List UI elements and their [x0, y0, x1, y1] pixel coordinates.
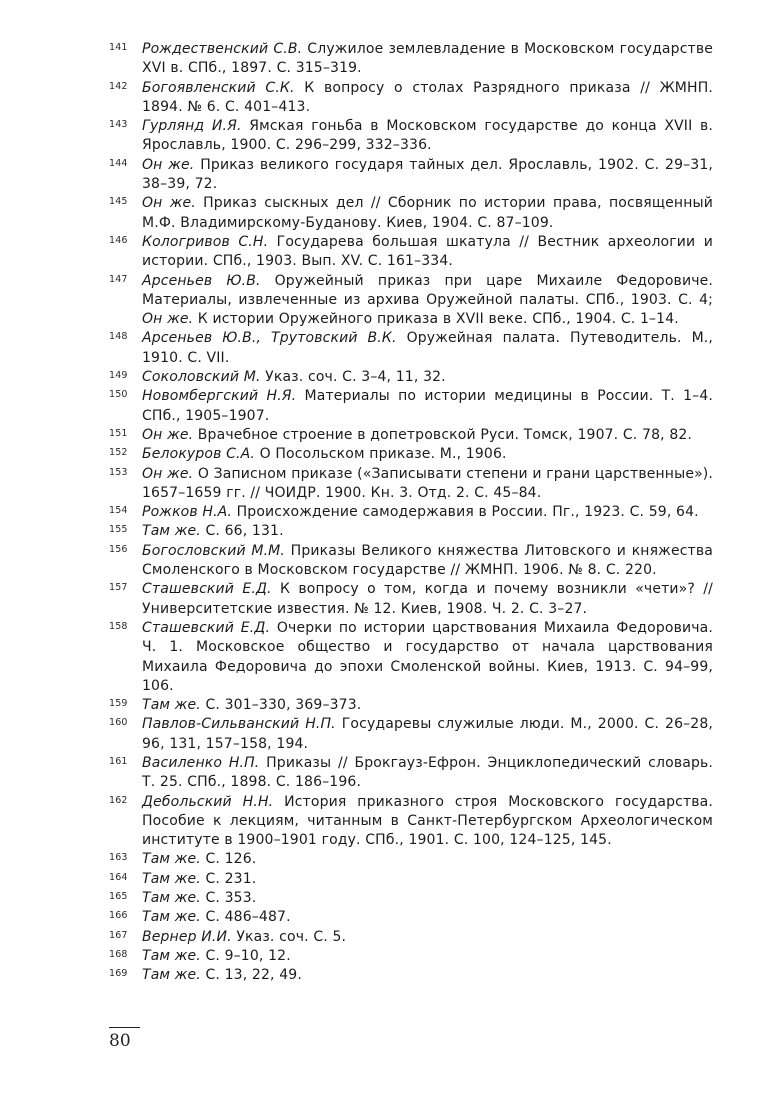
- endnote-text: С. 13, 22, 49.: [200, 967, 302, 984]
- endnote-author: Василенко Н.П.: [142, 754, 260, 771]
- endnote-author: Сташевский Е.Д.: [142, 581, 272, 598]
- endnote-number: 153: [109, 466, 128, 478]
- endnote-author: Арсеньев Ю.В., Трутовский В.К.: [142, 330, 397, 347]
- endnote-item: [109, 715, 713, 754]
- endnote-text: С. 486–487.: [200, 909, 291, 926]
- endnote-item: [109, 580, 713, 619]
- endnote-item: [109, 542, 713, 581]
- endnote-number: 143: [109, 119, 128, 131]
- endnote-number: 159: [109, 698, 128, 710]
- endnote-number: 156: [109, 543, 128, 555]
- endnote-text: Оружейная палата. Путеводитель. М., 1910. С. VII.: [142, 330, 713, 366]
- endnote-number: 146: [109, 234, 128, 246]
- endnote-item: [109, 387, 713, 426]
- endnote-number: 167: [109, 929, 128, 941]
- endnote-text: Приказы Великого княжества Литовского и княжества Смоленского в Московском государстве // ЖМНП. 1906. № 8. С. 220.: [142, 542, 713, 579]
- endnote-text: О Записном приказе («Записывати степени и грани царственные»). 1657–1659 гг. // ЧОИДР. 1900. Кн. 3. Отд. 2. С. 45–84.: [142, 465, 714, 501]
- endnote-text: О Посольском приказе. М., 1906.: [254, 446, 507, 463]
- endnote-author: Сташевский Е.Д.: [142, 619, 271, 636]
- endnote-item: [109, 889, 713, 908]
- endnote-number: 145: [109, 196, 128, 208]
- endnote-item: [109, 272, 713, 330]
- endnote-number: 144: [109, 157, 128, 169]
- endnote-author: Дебольский Н.Н.: [142, 793, 274, 810]
- endnote-number: 141: [109, 42, 128, 53]
- endnote-text: К вопросу о столах Разрядного приказа // ЖМНП. 1894. № 6. С. 401–413.: [142, 79, 713, 115]
- endnote-author: Вернер И.И.: [142, 928, 232, 945]
- endnote-text: Очерки по истории царствования Михаила Федоровича. Ч. 1. Московское общество и государство от начала царствования Михаила Федоровича до эпохи Смоленской войны. Киев, 1913. С. 94–99, 106.: [142, 619, 713, 694]
- endnote-number: 150: [109, 389, 128, 401]
- endnote-number: 151: [109, 427, 128, 439]
- endnote-item: [109, 928, 713, 947]
- endnote-author: Белокуров С.А.: [142, 446, 255, 463]
- endnote-author: Там же.: [142, 947, 201, 964]
- endnote-author: Там же.: [142, 697, 201, 714]
- endnote-text: К вопросу о том, когда и почему возникли «чети»? // Университетские известия. № 12. Киев, 1908. Ч. 2. С. 3–27.: [142, 581, 714, 617]
- endnote-item: [109, 194, 713, 233]
- endnote-number: 165: [109, 891, 128, 903]
- endnote-text: С. 301–330, 369–373.: [200, 697, 362, 714]
- endnote-author: Богословский М.М.: [142, 542, 286, 559]
- endnote-text: Оружейный приказ при царе Михаиле Федоровиче. Материалы, извлеченные из архива Оружейной палаты. СПб., 1903. С. 4;: [142, 272, 713, 308]
- endnote-item: [109, 465, 713, 504]
- endnote-text: К истории Оружейного приказа в XVII веке. СПб., 1904. С. 1–14.: [193, 311, 679, 328]
- endnote-author: Он же.: [142, 311, 194, 328]
- endnote-text: Материалы по истории медицины в России. Т. 1–4. СПб., 1905–1907.: [142, 388, 713, 424]
- endnote-author: Новомбергский Н.Я.: [142, 388, 297, 405]
- endnote-text: Служилое землевладение в Московском государстве XVI в. СПб., 1897. С. 315–319.: [142, 41, 714, 77]
- endnote-author: Там же.: [142, 851, 201, 868]
- endnote-number: 158: [109, 620, 128, 632]
- endnote-item: [109, 908, 713, 927]
- endnote-text: С. 231.: [200, 870, 257, 887]
- endnote-number: 168: [109, 948, 128, 960]
- endnote-item: [109, 117, 713, 156]
- endnote-author: Там же.: [142, 523, 201, 540]
- endnote-text: Приказ сыскных дел // Сборник по истории права, посвященный М.Ф. Владимирскому-Буданову. Киев, 1904. С. 87–109.: [142, 195, 713, 231]
- endnote-item: [109, 947, 713, 966]
- endnote-item: [109, 156, 713, 195]
- endnote-author: Гурлянд И.Я.: [142, 118, 242, 135]
- endnote-text: История приказного строя Московского государства. Пособие к лекциям, читанным в Санкт-Петербургском Археологическом институте в 1900–1901 году. СПб., 1901. С. 100, 124–125, 145.: [142, 793, 713, 849]
- endnote-item: [109, 870, 713, 889]
- endnote-number: 169: [109, 968, 128, 980]
- endnote-text: С. 66, 131.: [200, 523, 284, 540]
- endnote-item: [109, 368, 713, 387]
- endnote-author: Он же.: [142, 195, 196, 212]
- endnote-item: [109, 522, 713, 541]
- endnote-author: Кологривов С.Н.: [142, 233, 269, 250]
- endnote-number: 164: [109, 871, 128, 883]
- endnote-author: Там же.: [142, 870, 201, 887]
- endnote-number: 155: [109, 524, 128, 536]
- endnote-number: 160: [109, 717, 128, 729]
- endnote-item: [109, 79, 713, 118]
- endnote-author: Там же.: [142, 967, 201, 984]
- endnote-number: 149: [109, 370, 128, 382]
- endnote-author: Он же.: [142, 465, 194, 482]
- endnote-item: [109, 619, 713, 696]
- endnote-text: Государевы служилые люди. М., 2000. С. 26–28, 96, 131, 157–158, 194.: [142, 716, 713, 752]
- endnote-text: Указ. соч. С. 3–4, 11, 32.: [260, 369, 446, 386]
- endnote-author: Арсеньев Ю.В.: [142, 272, 261, 289]
- endnote-number: 147: [109, 273, 128, 285]
- endnote-text: Происхождение самодержавия в России. Пг., 1923. С. 59, 64.: [232, 504, 699, 521]
- endnote-number: 161: [109, 755, 128, 767]
- endnote-item: [109, 754, 713, 793]
- endnote-number: 166: [109, 910, 128, 922]
- endnote-number: 154: [109, 505, 128, 517]
- endnote-item: [109, 329, 713, 368]
- endnote-author: Он же.: [142, 426, 194, 443]
- endnote-text: Государева большая шкатула // Вестник археологии и истории. СПб., 1903. Вып. XV. С. 161–334.: [142, 233, 713, 270]
- endnote-item: [109, 850, 713, 869]
- endnote-item: [109, 40, 713, 79]
- endnote-author: Он же.: [142, 156, 195, 173]
- endnote-text: Приказы // Брокгауз-Ефрон. Энциклопедический словарь. Т. 25. СПб., 1898. С. 186–196.: [142, 754, 713, 791]
- endnote-author: Соколовский М.: [142, 369, 261, 386]
- endnote-author: Павлов-Сильванский Н.П.: [142, 716, 336, 733]
- endnote-author: Богоявленский С.К.: [142, 79, 295, 96]
- endnote-item: [109, 503, 713, 522]
- endnote-number: 157: [109, 582, 128, 594]
- endnote-number: 163: [109, 852, 128, 864]
- endnote-author: Рождественский С.В.: [142, 41, 303, 57]
- endnote-text: Врачебное строение в допетровской Руси. Томск, 1907. С. 78, 82.: [193, 426, 693, 443]
- endnote-text: С. 126.: [200, 851, 257, 868]
- endnote-number: 142: [109, 80, 128, 92]
- endnote-author: Там же.: [142, 909, 201, 926]
- page-number-rule: [109, 1027, 140, 1028]
- endnotes-list: [109, 40, 713, 986]
- page-number: 80: [109, 1031, 131, 1051]
- endnote-item: [109, 233, 713, 272]
- endnote-number: 152: [109, 447, 128, 459]
- endnote-item: [109, 445, 713, 464]
- endnote-author: Рожков Н.А.: [142, 504, 232, 521]
- endnote-item: [109, 426, 713, 445]
- endnote-text: Указ. соч. С. 5.: [231, 928, 347, 945]
- endnote-item: [109, 793, 713, 851]
- endnote-text: Приказ великого государя тайных дел. Ярославль, 1902. С. 29–31, 38–39, 72.: [142, 156, 713, 193]
- endnote-number: 162: [109, 794, 128, 806]
- endnote-item: [109, 696, 713, 715]
- endnote-text: С. 9–10, 12.: [200, 947, 291, 964]
- endnote-text: Ямская гоньба в Московском государстве до конца XVII в. Ярославль, 1900. С. 296–299, 332–336.: [142, 118, 713, 154]
- endnote-author: Там же.: [142, 890, 201, 907]
- endnote-number: 148: [109, 331, 128, 343]
- endnote-text: С. 353.: [200, 890, 257, 907]
- endnote-item: [109, 966, 713, 985]
